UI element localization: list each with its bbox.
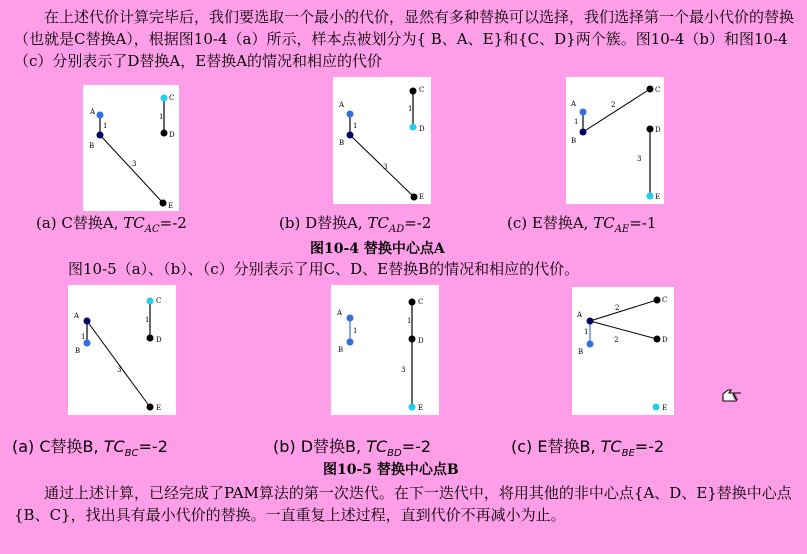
fig5b-graph xyxy=(331,285,439,415)
fig5-title: 图10-5 替换中心点B xyxy=(323,462,459,478)
svg-text:C: C xyxy=(169,94,175,102)
svg-text:3: 3 xyxy=(132,160,137,168)
svg-text:E: E xyxy=(168,202,174,210)
svg-text:E: E xyxy=(419,193,425,201)
svg-text:D: D xyxy=(419,125,425,133)
svg-text:A: A xyxy=(90,108,96,116)
svg-text:3: 3 xyxy=(637,155,642,163)
fig5a-panel xyxy=(68,285,176,415)
hand-pointer-icon xyxy=(720,387,742,409)
fig4a-graph xyxy=(83,85,179,211)
svg-text:C: C xyxy=(156,297,162,305)
closing-paragraph: 通过上述计算，已经完成了PAM算法的第一次迭代。在下一迭代中，将用其他的非中心点{A、D、E}替换中心点{B、C}，找出具有最小代价的替换。一直重复上述过程，直到代价不再减小为止。 xyxy=(14,484,792,524)
svg-text:2: 2 xyxy=(614,336,619,344)
svg-text:1: 1 xyxy=(584,328,589,336)
svg-text:A: A xyxy=(571,100,577,108)
svg-text:2: 2 xyxy=(615,304,620,312)
svg-text:B: B xyxy=(571,137,577,145)
svg-text:D: D xyxy=(662,336,668,344)
node-b xyxy=(97,132,104,139)
fig5c-caption: (c) E替换B, $TC_{BE}=-2$ xyxy=(511,437,665,460)
fig5b-panel xyxy=(331,285,439,415)
svg-text:1: 1 xyxy=(353,122,358,130)
node-c xyxy=(161,95,168,102)
node-e xyxy=(160,200,167,207)
svg-text:1: 1 xyxy=(103,122,108,130)
svg-text:A: A xyxy=(577,311,583,319)
fig4b-caption: (b) D替换A, $TC_{AD}=-2$ xyxy=(279,214,432,235)
fig5c-panel xyxy=(572,287,674,415)
fig5-intro-text: 图10-5（a）、（b）、（c）分别表示了用C、D、E替换B的情况和相应的代价。 xyxy=(68,260,580,278)
svg-text:2: 2 xyxy=(611,101,616,109)
fig4c-panel xyxy=(566,77,664,204)
intro-paragraph: 在上述代价计算完毕后，我们要选取一个最小的代价，显然有多种替换可以选择，我们选择第一个最小代价的替换（也就是C替换A），根据图10-4（a）所示，样本点被划分为{ B、A、E}和{C、D}两个簇。图10-4（b）和图10-4（c）分别表示了D替换A，E替换A的情况和相应的代价 xyxy=(14,8,795,70)
svg-text:1: 1 xyxy=(159,113,164,121)
fig4c-graph xyxy=(566,77,664,204)
node-a xyxy=(97,112,104,119)
fig5a-caption: (a) C替换B, $TC_{BC}=-2$ xyxy=(12,437,168,460)
svg-text:B: B xyxy=(89,142,95,150)
svg-text:3: 3 xyxy=(383,163,388,171)
svg-text:B: B xyxy=(338,346,344,354)
fig4a-panel xyxy=(83,85,179,211)
svg-text:B: B xyxy=(339,139,345,147)
svg-text:B: B xyxy=(578,348,584,356)
node-d xyxy=(161,130,168,137)
fig4-title: 图10-4 替换中心点A xyxy=(310,241,445,257)
svg-text:E: E xyxy=(662,404,668,412)
svg-text:E: E xyxy=(418,404,424,412)
fig4c-caption: (c) E替换A, $TC_{AE}=-1$ xyxy=(507,214,657,235)
svg-text:D: D xyxy=(418,337,424,345)
fig5a-graph xyxy=(68,285,176,415)
fig4a-caption: (a) C替换A, $TC_{AC}=-2$ xyxy=(36,214,187,235)
svg-text:1: 1 xyxy=(353,327,358,335)
svg-text:C: C xyxy=(655,86,661,94)
svg-text:E: E xyxy=(156,404,162,412)
svg-text:C: C xyxy=(419,86,425,94)
svg-text:C: C xyxy=(662,296,668,304)
svg-text:A: A xyxy=(339,101,345,109)
svg-text:1: 1 xyxy=(407,317,412,325)
fig4b-panel xyxy=(333,77,431,204)
svg-text:A: A xyxy=(337,309,343,317)
fig5b-caption: (b) D替换B, $TC_{BD}=-2$ xyxy=(273,437,432,460)
svg-text:1: 1 xyxy=(145,316,150,324)
svg-text:1: 1 xyxy=(574,118,579,126)
svg-text:D: D xyxy=(169,131,175,139)
svg-text:D: D xyxy=(655,126,661,134)
svg-text:1: 1 xyxy=(408,105,413,113)
svg-text:1: 1 xyxy=(81,333,86,341)
svg-text:E: E xyxy=(655,193,661,201)
svg-text:D: D xyxy=(156,336,162,344)
svg-text:3: 3 xyxy=(401,366,406,374)
svg-text:B: B xyxy=(75,347,81,355)
fig5c-graph xyxy=(572,287,674,415)
svg-text:3: 3 xyxy=(117,366,122,374)
fig4b-graph xyxy=(333,77,431,204)
svg-text:C: C xyxy=(418,298,424,306)
svg-text:A: A xyxy=(74,312,80,320)
